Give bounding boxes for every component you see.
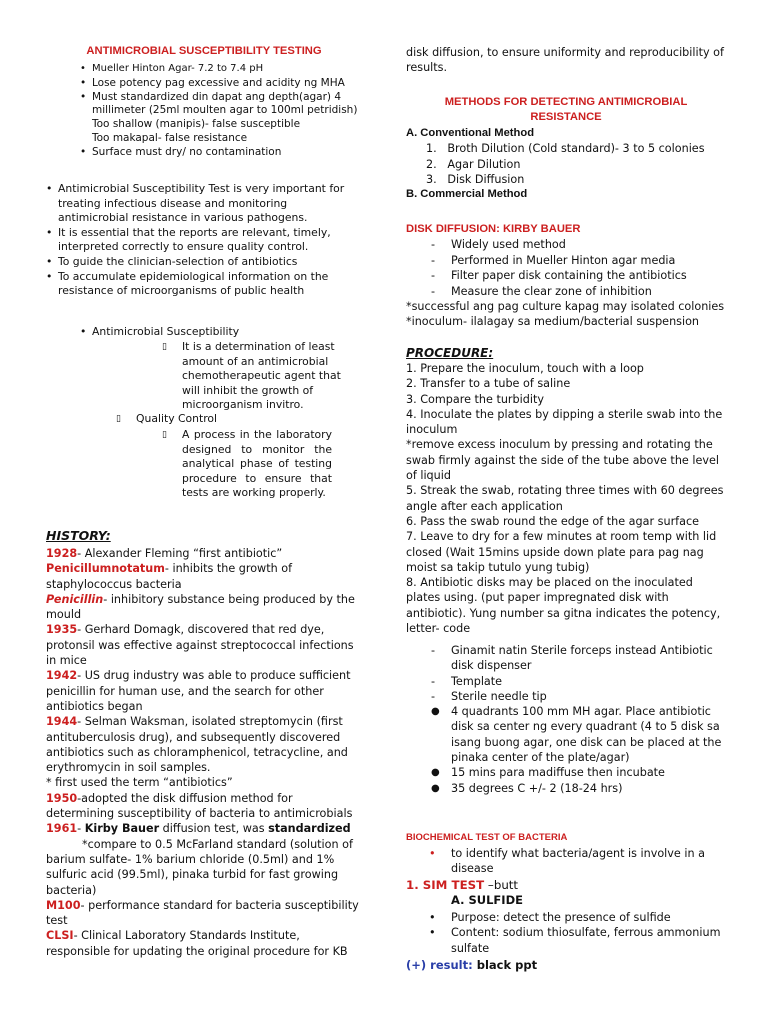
list-item: ● 4 quadrants 100 mm MH agar. Place antibiotic disk sa center ng every quadrant (4 to 5 disk sa isang buong agar, one disk can be placed at the pinaka center of the plate/agar)	[451, 704, 726, 765]
list-item: • Lose potency pag excessive and acidity ng MHA	[92, 77, 362, 91]
sulfide-list	[451, 910, 721, 956]
qc-definition: A process in the laboratory designed to monitor the analytical phase of testing procedure to ensure that tests are working properly.	[182, 428, 332, 500]
history-1935: 1935- Gerhard Domagk, discovered that red dye, protonsil was effective against streptococcal infections in mice	[46, 623, 354, 668]
list-item: • Antimicrobial Susceptibility Test is very important for treating infectious disease and monitoring antimicrobial resistance in various pathogens.	[58, 182, 348, 226]
history-penicillium: Penicillumnotatum- inhibits the growth of staphylococcus bacteria	[46, 562, 293, 591]
notes: *successful ang pag culture kapag may isolated colonies *inoculum- ilalagay sa medium/bacterial suspension	[406, 300, 725, 329]
step: 6. Pass the swab round the edge of the agar surface	[406, 514, 699, 528]
history-1944-note: * first used the term “antibiotics”	[46, 776, 233, 790]
list-item: ● 15 mins para madiffuse then incubate	[451, 765, 726, 780]
list-item: • to identify what bacteria/agent is involve in a disease	[451, 846, 726, 877]
history-1950: 1950-adopted the disk diffusion method for determining susceptibility of bacteria to antimicrobials	[46, 791, 353, 821]
list-item: 3. Disk Diffusion	[426, 172, 525, 186]
step: 7. Leave to dry for a few minutes at room temp with lid closed (Wait 15mins upside down plate para pag nag moist sa takip tutulo yung tubig)	[406, 530, 717, 574]
qc-label: Quality Control	[136, 412, 218, 425]
shallow-note: Too shallow (manipis)- false susceptible	[92, 118, 301, 131]
history-1942: 1942- US drug industry was able to produce sufficient penicillin for human use, and the search for other antibiotics began	[46, 669, 351, 713]
methods-list	[406, 126, 728, 202]
commercial-method: B. Commercial Method	[406, 188, 528, 201]
list-item: - Measure the clear zone of inhibition	[451, 284, 726, 300]
history-penicillin: Penicillin- inhibitory substance being produced by the mould	[46, 592, 355, 622]
biochem-title: BIOCHEMICAL TEST OF BACTERIA	[406, 832, 568, 843]
list-item: - Widely used method	[451, 237, 726, 253]
kirby-bauer-title: DISK DIFFUSION: KIRBY BAUER	[406, 223, 581, 235]
conventional-items	[406, 141, 728, 187]
history-title: HISTORY:	[46, 528, 111, 543]
list-item: - Filter paper disk containing the antibiotics	[451, 268, 726, 284]
step: 5. Streak the swab, rotating three times with 60 degrees angle after each application	[406, 484, 724, 513]
procedure-steps	[406, 361, 728, 636]
ast-definition-list	[92, 325, 352, 340]
list-item: ● 35 degrees C +/- 2 (18-24 hrs)	[451, 781, 726, 796]
thick-note: Too makapal- false resistance	[92, 131, 248, 144]
list-item: • Mueller Hinton Agar- 7.2 to 7.4 pH	[92, 62, 362, 76]
list-item: - Ginamit natin Sterile forceps instead Antibiotic disk dispenser	[451, 643, 726, 674]
history-clsi: CLSI- Clinical Laboratory Standards Institute, responsible for updating the original procedure for KB	[46, 929, 348, 958]
procedure-title: PROCEDURE:	[406, 346, 494, 360]
sulfide-heading: A. SULFIDE	[451, 893, 523, 907]
mha-list	[92, 62, 362, 160]
ast-definition: It is a determination of least amount of an antimicrobial chemotherapeutic agent that will inhibit the growth of microorganism invitro.	[182, 340, 341, 412]
step: 4. Inoculate the plates by dipping a sterile swab into the inoculum	[406, 407, 723, 437]
history-1961: 1961- Kirby Bauer diffusion test, was standardized	[46, 822, 351, 836]
list-item: • Content: sodium thiosulfate, ferrous ammonium sulfate	[451, 925, 721, 956]
list-item: • Surface must dry/ no contamination	[92, 146, 362, 160]
list-item: 1. Broth Dilution (Cold standard)- 3 to 5 colonies	[426, 142, 705, 156]
ast-label: • Antimicrobial Susceptibility	[92, 325, 352, 340]
result-line: (+) result: black ppt	[406, 958, 538, 972]
ast-title: ANTIMICROBIAL SUSCEPTIBILITY TESTING	[86, 45, 322, 57]
history-m100: M100- performance standard for bacteria susceptibility test	[46, 898, 359, 928]
history-1944: 1944- Selman Waksman, isolated streptomycin (first antituberculosis drug), and subsequently discovered antibiotics such as chloramphenicol, tetracycline, and erythromycin in soil samples.	[46, 715, 348, 775]
list-item: - Template	[451, 674, 726, 689]
history-body	[46, 546, 364, 959]
continuation-text: disk diffusion, to ensure uniformity and reproducibility of results.	[406, 46, 724, 75]
step: 8. Antibiotic disks may be placed on the inoculated plates using. (put paper impregnated disk with antibiotic). Yung number sa gitna indicates the potency, letter- code	[406, 576, 721, 636]
sim-test: 1. SIM TEST –butt	[406, 878, 519, 892]
list-item: • Purpose: detect the presence of sulfide	[451, 910, 721, 925]
history-1928: 1928- Alexander Fleming “first antibiotic”	[46, 547, 283, 560]
step: 3. Compare the turbidity	[406, 392, 544, 406]
methods-title: METHODS FOR DETECTING ANTIMICROBIAL RESISTANCE	[444, 96, 688, 124]
step: 1. Prepare the inoculum, touch with a loop	[406, 362, 644, 375]
tools-list	[451, 643, 726, 796]
list-item: • Must standardized din dapat ang depth(agar) 4 millimeter (25ml moulten agar to 100ml petridish)	[92, 91, 362, 119]
step-note: *remove excess inoculum by pressing and rotating the swab firmly against the side of the tube above the level of liquid	[406, 438, 719, 483]
list-item: 2. Agar Dilution	[426, 157, 521, 171]
history-1961-note: *compare to 0.5 McFarland standard (solution of barium sulfate- 1% barium chloride (0.5ml) and 1% sulfuric acid (99.5ml), pinaka turbid for fast growing bacteria)	[46, 837, 353, 897]
ast-purpose-list	[58, 182, 348, 299]
list-item: - Performed in Mueller Hinton agar media	[451, 253, 726, 269]
list-item: • To guide the clinician-selection of antibiotics	[58, 255, 348, 270]
list-item: - Sterile needle tip	[451, 689, 726, 704]
kirby-bauer-list	[451, 237, 726, 299]
list-item: • It is essential that the reports are relevant, timely, interpreted correctly to ensure quality control.	[58, 226, 348, 255]
biochem-list	[451, 846, 726, 877]
step: 2. Transfer to a tube of saline	[406, 377, 571, 391]
list-item: • To accumulate epidemiological information on the resistance of microorganisms of public health	[58, 270, 348, 299]
conventional-method: A. Conventional Method	[406, 127, 535, 139]
